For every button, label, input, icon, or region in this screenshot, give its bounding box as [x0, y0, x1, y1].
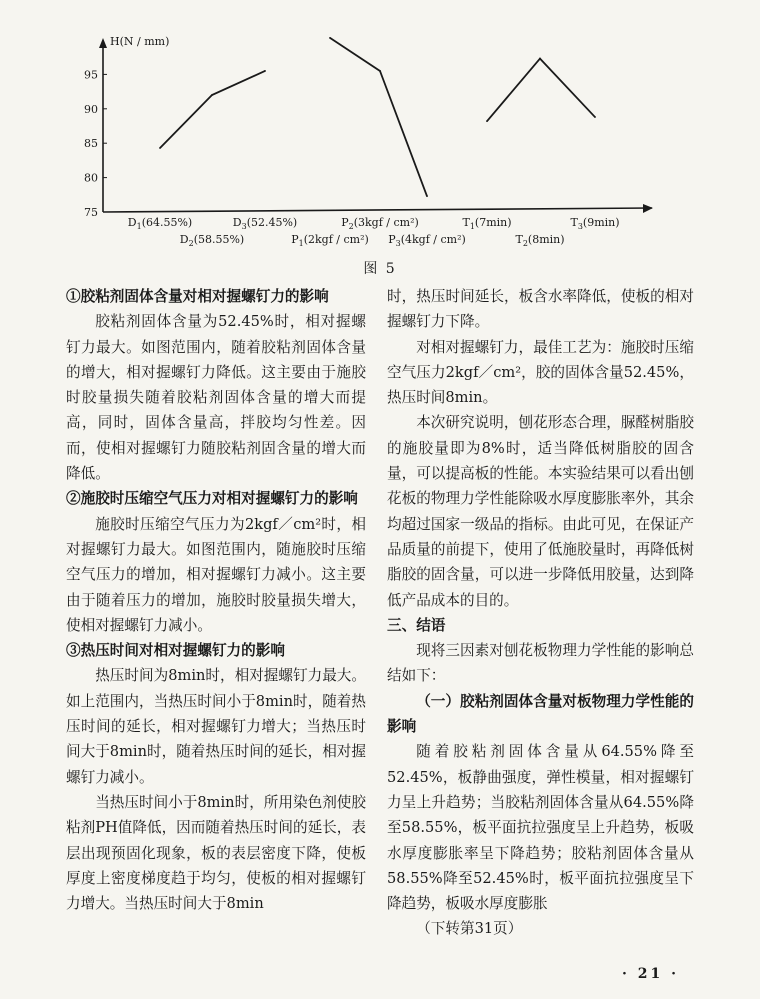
x-tick-label: $T_1(7\min)$	[462, 216, 512, 231]
x-tick-label: $D_2(58.55\%)$	[179, 233, 245, 248]
x-axis-arrow	[643, 204, 653, 213]
paragraph: 施胶时压缩空气压力为2kgf／cm²时，相对握螺钉力最大。如图范围内，随施胶时压缩空气压力的增加，相对握螺钉力减小。这主要由于随着压力的增加，施胶时胶量损失增大，使相对握螺钉力减小。	[66, 515, 366, 634]
paragraph: 时，热压时间延长，板含水率降低，使板的相对握螺钉力下降。	[387, 288, 694, 331]
left-column	[66, 284, 366, 916]
data-point-P	[426, 195, 428, 197]
data-point-P	[379, 70, 381, 72]
x-tick-label: $P_2(3kgf / cm^2)$	[341, 216, 419, 231]
paragraph: 对相对握螺钉力，最佳工艺为：施胶时压缩空气压力2kgf／cm²，胶的固体含量52.45%，热压时间8min。	[387, 338, 694, 407]
paragraph: 现将三因素对刨花板物理力学性能的影响总结如下：	[387, 642, 694, 685]
paragraph: 本次研究说明，刨花形态合理，脲醛树脂胶的施胶量即为8%时，适当降低树脂胶的固含量，可以提高板的性能。本实验结果可以看出刨花板的物理力学性能除吸水厚度膨胀率外，其余均超过国家一级品的指标。由此可见，在保证产品质量的前提下，使用了低施胶量时，再降低树脂胶的固含量，可以进一步降低用胶量，达到降低产品成本的目的。	[387, 414, 694, 609]
data-point-T	[594, 116, 596, 118]
y-axis-label: H(N / mm)	[110, 35, 170, 48]
paragraph: 胶粘剂固体含量为52.45%时，相对握螺钉力最大。如图范围内，随着胶粘剂固体含量的增大，相对握螺钉力降低。这主要由于施胶时胶量损失随着胶粘剂固体含量的增大而提高，同时，固体含量高，拌胶均匀性差。因而，使相对握螺钉力随胶粘剂固含量的增大而降低。	[66, 313, 366, 483]
x-tick-label: $P_1(2kgf / cm^2)$	[291, 233, 369, 248]
page-number: · 21 ·	[622, 966, 679, 982]
paragraph: 当热压时间小于8min时，所用染色剂使胶粘剂PH值降低，因而随着热压时间的延长，表层出现预固化现象，板的表层密度下降，使板厚度上密度梯度趋于均匀，使板的相对握螺钉力增大。当热压时间大于8min	[66, 793, 366, 913]
series-line-T	[487, 59, 595, 122]
paragraph: 随着胶粘剂固体含量从64.55%降至52.45%，板静曲强度，弹性模量，相对握螺钉力呈上升趋势；当胶粘剂固体含量从64.55%降至58.55%，板平面抗拉强度呈上升趋势，板吸水厚度膨胀率呈下降趋势；胶粘剂固体含量从58.55%降至52.45%时，板平面抗拉强度呈下降趋势，板吸水厚度膨胀	[387, 743, 694, 913]
data-point-P	[329, 37, 331, 39]
paragraph: 热压时间为8min时，相对握螺钉力最大。如上范围内，当热压时间小于8min时，随着热压时间的延长，相对握螺钉力增大；当热压时间大于8min时，随着热压时间的延长，相对握螺钉力减小。	[66, 667, 366, 786]
y-axis-arrow	[99, 38, 107, 48]
section-heading: ②施胶时压缩空气压力对相对握螺钉力的影响	[66, 490, 358, 508]
y-tick-label: 80	[84, 171, 98, 185]
data-point-D	[264, 70, 266, 72]
x-axis	[103, 208, 652, 212]
data-point-T	[486, 120, 488, 122]
x-tick-label: $D_3(52.45\%)$	[232, 216, 298, 231]
y-tick-label: 95	[84, 68, 98, 82]
right-column	[387, 284, 694, 942]
section-heading: ①胶粘剂固体含量对相对握螺钉力的影响	[66, 288, 329, 305]
figure-5-chart	[0, 0, 760, 255]
x-tick-label: $T_3(9\min)$	[570, 216, 620, 231]
series-line-P	[330, 38, 427, 196]
section-heading: （一）胶粘剂固体含量对板物理力学性能的影响	[387, 692, 694, 736]
y-tick-label: 85	[84, 137, 98, 151]
section-heading: ③热压时间对相对握螺钉力的影响	[66, 642, 285, 660]
data-point-T	[539, 58, 541, 60]
y-tick-label: 75	[84, 206, 98, 219]
x-tick-label: $D_1(64.55\%)$	[127, 216, 193, 231]
x-tick-label: $P_3(4kgf / cm^2)$	[388, 233, 466, 248]
y-tick-label: 90	[84, 102, 98, 116]
figure-caption: 图 5	[363, 261, 397, 277]
data-point-D	[159, 147, 161, 149]
data-point-D	[211, 94, 213, 96]
section-heading: 三、结语	[387, 616, 446, 634]
x-tick-label: $T_2(8\min)$	[515, 233, 565, 248]
series-line-D	[160, 71, 265, 148]
paragraph: （下转第31页）	[416, 920, 523, 938]
